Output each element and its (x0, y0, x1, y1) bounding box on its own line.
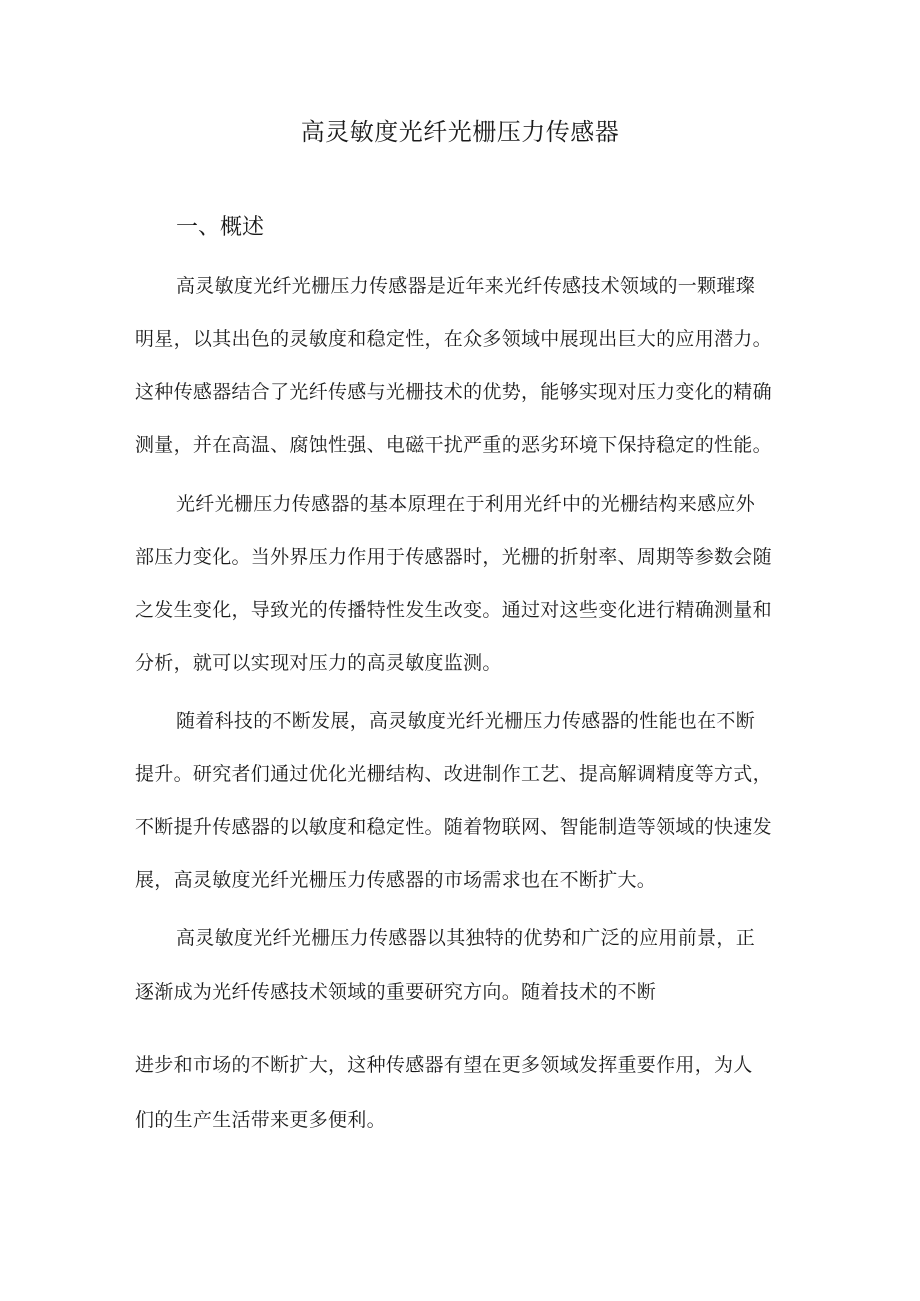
paragraph-4-line-2: 逐渐成为光纤传感技术领域的重要研究方向。随着技术的不断 (135, 981, 657, 1003)
paragraph-2-line-4: 分析，就可以实现对压力的高灵敏度监测。 (135, 652, 502, 674)
paragraph-1-line-3: 这种传感器结合了光纤传感与光栅技术的优势，能够实现对压力变化的精确 (135, 381, 772, 403)
paragraph-2-line-3: 之发生变化，导致光的传播特性发生改变。通过对这些变化进行精确测量和 (135, 599, 772, 621)
paragraph-3-line-1: 随着科技的不断发展，高灵敏度光纤光栅压力传感器的性能也在不断 (176, 710, 756, 732)
paragraph-1-line-1: 高灵敏度光纤光栅压力传感器是近年来光纤传感技术领域的一颗璀璨 (176, 275, 756, 297)
paragraph-2-line-2: 部压力变化。当外界压力作用于传感器时，光栅的折射率、周期等参数会随 (135, 546, 772, 568)
paragraph-3-line-3: 不断提升传感器的以敏度和稳定性。随着物联网、智能制造等领域的快速发 (135, 816, 772, 838)
paragraph-1-line-4: 测量，并在高温、腐蚀性强、电磁干扰严重的恶劣环境下保持稳定的性能。 (135, 434, 772, 456)
paragraph-1-line-2: 明星，以其出色的灵敏度和稳定性，在众多领域中展现出巨大的应用潜力。 (135, 328, 772, 350)
paragraph-4-line-1: 高灵敏度光纤光栅压力传感器以其独特的优势和广泛的应用前景，正 (176, 927, 756, 949)
paragraph-5-line-2: 们的生产生活带来更多便利。 (135, 1109, 386, 1131)
paragraph-3-line-2: 提升。研究者们通过优化光栅结构、改进制作工艺、提高解调精度等方式， (135, 763, 772, 785)
paragraph-2-line-1: 光纤光栅压力传感器的基本原理在于利用光纤中的光栅结构来感应外 (176, 493, 756, 515)
paragraph-5-line-1: 进步和市场的不断扩大，这种传感器有望在更多领域发挥重要作用，为人 (135, 1054, 753, 1076)
section-heading: 一、概述 (176, 215, 265, 240)
document-title: 高灵敏度光纤光栅压力传感器 (300, 118, 620, 146)
paragraph-3-line-4: 展，高灵敏度光纤光栅压力传感器的市场需求也在不断扩大。 (135, 869, 657, 891)
